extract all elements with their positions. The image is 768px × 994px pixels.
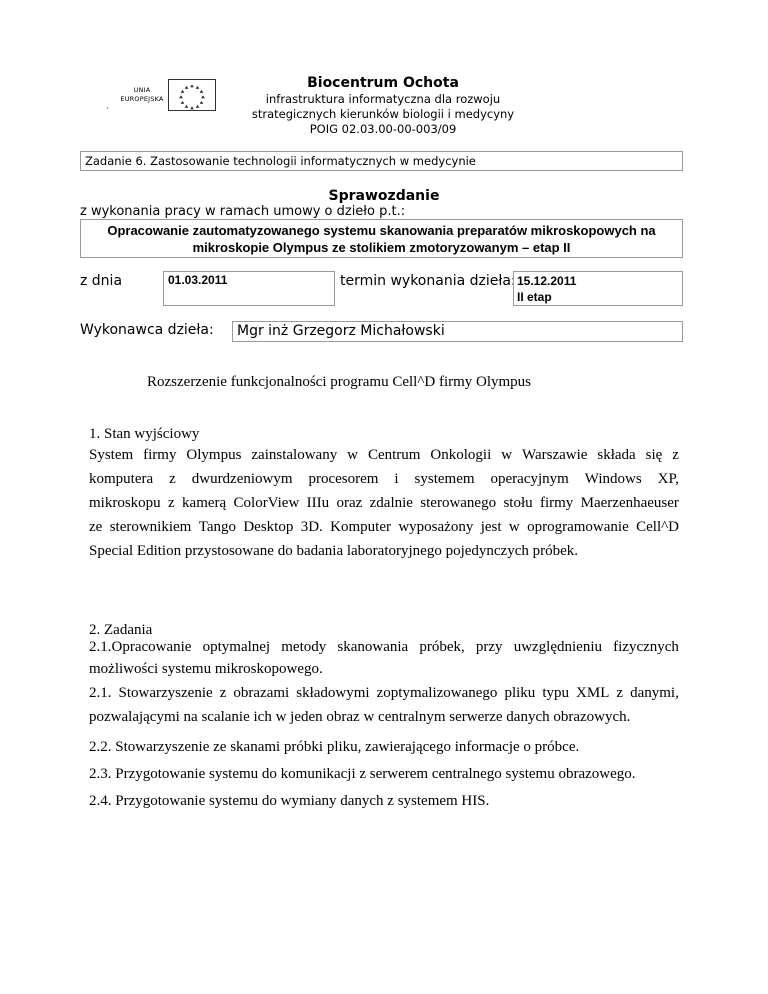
word: 2.1. [89, 685, 112, 701]
term-date: 15.12.2011 [517, 274, 577, 288]
word: fizycznych [613, 639, 679, 655]
word: stołu [503, 495, 533, 511]
word: sterownikiem [109, 519, 192, 535]
word: metody [281, 639, 327, 655]
paragraph-last-line: Special Edition przystosowane do badania laboratoryjnego pojedynczych próbek. [89, 543, 579, 559]
word: się [645, 447, 663, 463]
executor-label: Wykonawca dzieła: [80, 322, 214, 338]
word: z [169, 471, 176, 487]
section-2-item-5: 2.4. Przygotowanie systemu do wymiany danych z systemem HIS. [89, 793, 490, 809]
word: skanowania [337, 639, 409, 655]
word: 2.1.Opracowanie [89, 639, 192, 655]
word: danymi, [630, 685, 679, 701]
word: w [508, 519, 520, 535]
word: Tango [198, 519, 236, 535]
word: dwurdzeniowym [191, 471, 293, 487]
word: Windows [584, 471, 642, 487]
word: mikroskopu [89, 495, 161, 511]
word: oprogramowanie [527, 519, 629, 535]
word: kamerą [182, 495, 227, 511]
report-title: Sprawozdanie [328, 188, 440, 204]
report-subtitle: z wykonania pracy w ramach umowy o dzieło p.t.: [80, 204, 406, 219]
section-2-title: 2. Zadania [89, 622, 153, 638]
item-continuation: pozwalającymi na scalanie ich w jeden obraz w centralnym serwerze danych obrazowych. [89, 709, 631, 725]
section-1-paragraph [89, 443, 679, 563]
word: komputera [89, 471, 154, 487]
section-2-item-2 [89, 681, 679, 729]
justified-line [89, 681, 679, 705]
word: z [219, 685, 227, 701]
subject-line: Opracowanie zautomatyzowanego systemu skanowania preparatów mikroskopowych na [107, 223, 656, 238]
date-label: z dnia [80, 273, 123, 289]
word: IIIu [306, 495, 330, 511]
word: firmy [539, 495, 574, 511]
word: składowymi [296, 685, 370, 701]
term-stage: II etap [517, 290, 552, 304]
word: ze [89, 519, 103, 535]
word: zdalnie [369, 495, 413, 511]
word: optymalnej [202, 639, 271, 655]
executor-field: Mgr inż Grzegorz Michałowski [232, 321, 683, 342]
justified-line [89, 491, 679, 515]
date-field: 01.03.2011 [163, 271, 335, 306]
word: zainstalowany [251, 447, 338, 463]
term-label: termin wykonania dzieła: [340, 273, 516, 289]
word: próbek, [419, 639, 465, 655]
section-2-item-4: 2.3. Przygotowanie systemu do komunikacji z serwerem centralnego systemu obrazowego. [89, 766, 636, 782]
word: Centrum [367, 447, 421, 463]
word: zoptymalizowanego [376, 685, 498, 701]
word: XML [576, 685, 610, 701]
word: oraz [336, 495, 363, 511]
eu-flag-icon [168, 79, 216, 111]
section-2-item-3: 2.2. Stowarzyszenie ze skanami próbki pliku, zawierającego informacje o próbce. [89, 739, 580, 755]
word: operacyjnym [490, 471, 569, 487]
word: Desktop [243, 519, 294, 535]
word: System [89, 447, 134, 463]
section-1-title: 1. Stan wyjściowy [89, 426, 200, 442]
word: Olympus [186, 447, 242, 463]
section-2-item-1 [89, 635, 679, 681]
word: Warszawie [522, 447, 588, 463]
word: ColorView [233, 495, 300, 511]
word: uwzględnieniu [513, 639, 602, 655]
word: typu [542, 685, 569, 701]
word: Cell^D [636, 519, 679, 535]
justified-line [89, 467, 679, 491]
eu-logo-text [116, 86, 168, 104]
word: sterowanego [420, 495, 497, 511]
word: z [672, 447, 679, 463]
word: z [616, 685, 624, 701]
word: wyposażony [398, 519, 474, 535]
word: XP, [657, 471, 679, 487]
word: systemem [414, 471, 475, 487]
subject-line: mikroskopie Olympus ze stolikiem zmotoryzowanym – etap II [192, 240, 571, 255]
justified-line [89, 635, 679, 659]
eu-logo-line: EUROPEJSKA [120, 95, 164, 103]
word: z [168, 495, 175, 511]
word: obrazami [233, 685, 290, 701]
word: 3D. [300, 519, 323, 535]
word: przy [475, 639, 503, 655]
project-title: Biocentrum Ochota [307, 75, 459, 91]
word: pliku [504, 685, 536, 701]
tick-mark: ´ [106, 106, 109, 116]
word: Onkologii [430, 447, 492, 463]
subject-box [80, 219, 683, 258]
word: Komputer [330, 519, 391, 535]
justified-line [89, 515, 679, 539]
word: Stowarzyszenie [118, 685, 213, 701]
eu-logo-line: UNIA [133, 86, 151, 94]
word: w [501, 447, 513, 463]
term-field [513, 271, 683, 306]
word: i [394, 471, 399, 487]
project-desc-line: infrastruktura informatyczna dla rozwoju [265, 92, 501, 106]
project-header [240, 74, 526, 137]
word: składa [597, 447, 636, 463]
word: jest [480, 519, 502, 535]
word: Maerzenhaeuser [580, 495, 679, 511]
project-desc-line: strategicznych kierunków biologii i medycyny [251, 107, 515, 121]
word: firmy [143, 447, 177, 463]
task-box: Zadanie 6. Zastosowanie technologii informatycznych w medycynie [80, 151, 683, 171]
item-continuation: możliwości systemu mikroskopowego. [89, 661, 323, 677]
section-heading: Rozszerzenie funkcjonalności programu Cell^D firmy Olympus [147, 374, 532, 390]
word: w [347, 447, 358, 463]
word: procesorem [308, 471, 379, 487]
justified-line [89, 443, 679, 467]
project-code: POIG 02.03.00-00-003/09 [309, 122, 457, 136]
